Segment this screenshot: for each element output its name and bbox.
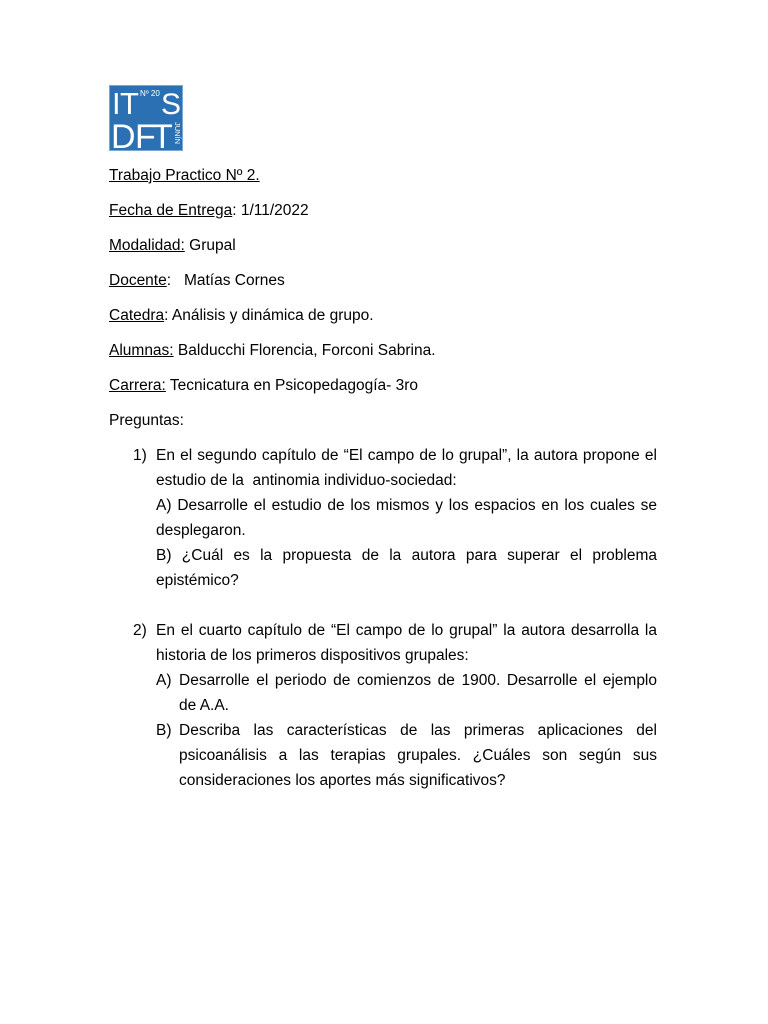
subquestion-label: B)	[156, 547, 172, 564]
question-text-line: estudio de la antinomia individuo-sociedad:	[156, 472, 457, 489]
field-catedra	[109, 303, 657, 328]
subquestion-label: A)	[156, 672, 172, 689]
field-value: Grupal	[184, 237, 236, 254]
institution-logo	[109, 85, 183, 151]
question-text-line: En el cuarto capítulo de “El campo de lo grupal” la autora desarrolla la	[156, 622, 657, 639]
subquestion-text-line: Desarrolle el periodo de comienzos de 1900. Desarrolle el ejemplo	[179, 672, 657, 689]
question-1	[109, 443, 657, 593]
field-modalidad	[109, 233, 657, 258]
subquestion-a	[156, 668, 657, 718]
subquestion-label: B)	[156, 722, 172, 739]
logo-letter-t-bottom: T	[152, 118, 173, 151]
subquestion-b-line: epistémico?	[156, 572, 239, 589]
subquestion-text-line: consideraciones los aportes más significativos?	[179, 772, 506, 789]
field-label: Modalidad:	[109, 237, 185, 254]
document-body	[109, 163, 657, 793]
logo-letter-f: F	[135, 118, 156, 151]
subquestion-text-line: de A.A.	[179, 697, 229, 714]
field-alumnas	[109, 338, 657, 363]
subquestion-label: A)	[156, 497, 172, 514]
field-value: : Análisis y dinámica de grupo.	[164, 307, 374, 324]
subquestion-a-line: desplegaron.	[156, 522, 246, 539]
field-docente	[109, 268, 657, 293]
field-value: Balducchi Florencia, Forconi Sabrina.	[173, 342, 436, 359]
logo-letter-i: I	[112, 86, 121, 121]
field-value: Tecnicatura en Psicopedagogía- 3ro	[165, 377, 419, 394]
questions-heading: Preguntas:	[109, 412, 184, 429]
logo-letter-d: D	[111, 118, 136, 151]
field-fecha-de-entrega	[109, 198, 657, 223]
subquestion-text-line: Describa las características de las primeras aplicaciones del	[179, 722, 657, 739]
field-label: Alumnas:	[109, 342, 174, 359]
subquestion-b	[156, 718, 657, 793]
subquestion-text-line: psicoanálisis a las terapias grupales. ¿Cuáles son según sus	[179, 747, 657, 764]
field-label: Carrera:	[109, 377, 166, 394]
field-label: Fecha de Entrega	[109, 202, 233, 219]
subquestion-text: ¿Cuál es la propuesta de la autora para superar el problema	[181, 547, 657, 564]
logo-letter-t-top: T	[120, 86, 139, 121]
question-text-line: historia de los primeros dispositivos grupales:	[156, 647, 469, 664]
document-title: Trabajo Practico Nº 2.	[109, 167, 260, 184]
subquestion-b-line	[156, 543, 657, 568]
question-number: 2)	[133, 622, 147, 639]
title-line	[109, 163, 657, 188]
subquestion-a-line	[156, 493, 657, 518]
logo-city: JUNÍN	[173, 122, 182, 145]
field-label: Docente	[109, 272, 167, 289]
logo-letter-s: S	[161, 88, 182, 121]
subquestion-text: Desarrolle el estudio de los mismos y los espacios en los cuales se	[177, 497, 657, 514]
logo-number: Nº 20	[140, 89, 160, 98]
field-carrera	[109, 373, 657, 398]
field-value: : Matías Cornes	[166, 272, 285, 289]
field-label: Catedra	[109, 307, 165, 324]
field-value: : 1/11/2022	[232, 202, 309, 219]
question-2	[109, 618, 657, 793]
question-number: 1)	[133, 447, 147, 464]
question-text-line: En el segundo capítulo de “El campo de lo grupal”, la autora propone el	[156, 447, 657, 464]
